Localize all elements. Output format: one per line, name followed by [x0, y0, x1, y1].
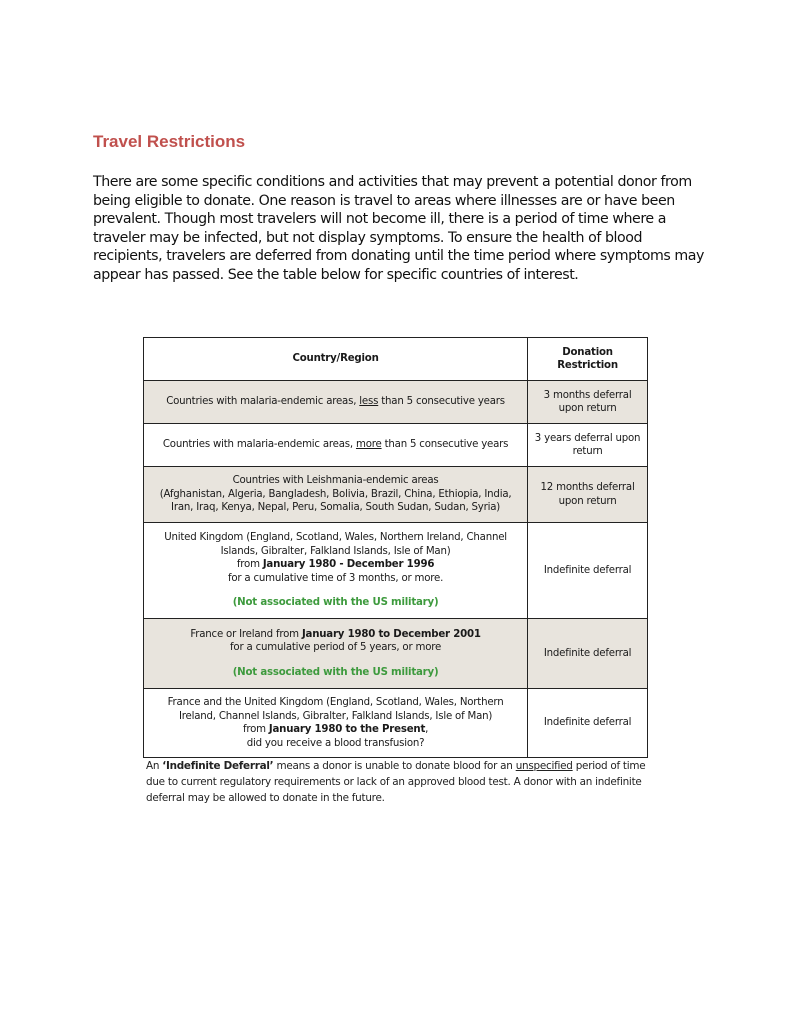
- column-header-region: Country/Region: [144, 338, 528, 381]
- intro-paragraph: There are some specific conditions and activities that may prevent a potential donor from being eligible to donate. One reason is travel to areas where illnesses are or have been prevalent. Though most travelers will not become ill, there is a period of time where a traveler may be infected, but not display symptoms. To ensure the health of blood recipients, travelers are deferred from donating until the time period where symptoms may appear has passed. See the table below for specific countries of interest.: [93, 174, 704, 283]
- restriction-cell: 3 years deferral upon return: [528, 424, 648, 467]
- military-note: (Not associated with the US military): [232, 666, 439, 678]
- restriction-cell: 3 months deferral upon return: [528, 381, 648, 424]
- table-row: [144, 689, 648, 758]
- restriction-cell: 12 months deferral upon return: [528, 467, 648, 523]
- page-title: Travel Restrictions: [93, 132, 246, 151]
- region-cell: France or Ireland from January 1980 to December 2001 for a cumulative period of 5 years, or more (Not associated with the US military): [144, 619, 528, 689]
- footnote: An ‘Indefinite Deferral’ means a donor is unable to donate blood for an unspecified period of time due to current regulatory requirements or lack of an approved blood test. A donor with an indefinite deferral may be allowed to donate in the future.: [146, 760, 646, 804]
- region-cell: Countries with malaria-endemic areas, less than 5 consecutive years: [144, 381, 528, 424]
- region-cell: France and the United Kingdom (England, Scotland, Wales, Northern Ireland, Channel Islands, Gibralter, Falkland Islands, Isle of Man) from January 1980 to the Present, did you receive a blood transfusion?: [144, 689, 528, 758]
- region-cell: Countries with Leishmania-endemic areas (Afghanistan, Algeria, Bangladesh, Bolivia, Brazil, China, Ethiopia, India, Iran, Iraq, Kenya, Nepal, Peru, Somalia, South Sudan, Sudan, Syria): [144, 467, 528, 523]
- restriction-cell: Indefinite deferral: [528, 689, 648, 758]
- term-indefinite-deferral: ‘Indefinite Deferral’: [162, 760, 274, 772]
- table-row: [144, 467, 648, 523]
- restriction-cell: Indefinite deferral: [528, 523, 648, 619]
- table-row: [144, 523, 648, 619]
- restriction-cell: Indefinite deferral: [528, 619, 648, 689]
- travel-restrictions-table: [143, 337, 648, 758]
- table-header-row: [144, 338, 648, 381]
- region-cell: United Kingdom (England, Scotland, Wales, Northern Ireland, Channel Islands, Gibralter, Falkland Islands, Isle of Man) from January 1980 - December 1996 for a cumulative time of 3 months, or more. (Not associated with the US military): [144, 523, 528, 619]
- column-header-restriction: Donation Restriction: [528, 338, 648, 381]
- military-note: (Not associated with the US military): [232, 597, 439, 609]
- table-row: [144, 619, 648, 689]
- region-cell: Countries with malaria-endemic areas, more than 5 consecutive years: [144, 424, 528, 467]
- table-row: [144, 381, 648, 424]
- table-row: [144, 424, 648, 467]
